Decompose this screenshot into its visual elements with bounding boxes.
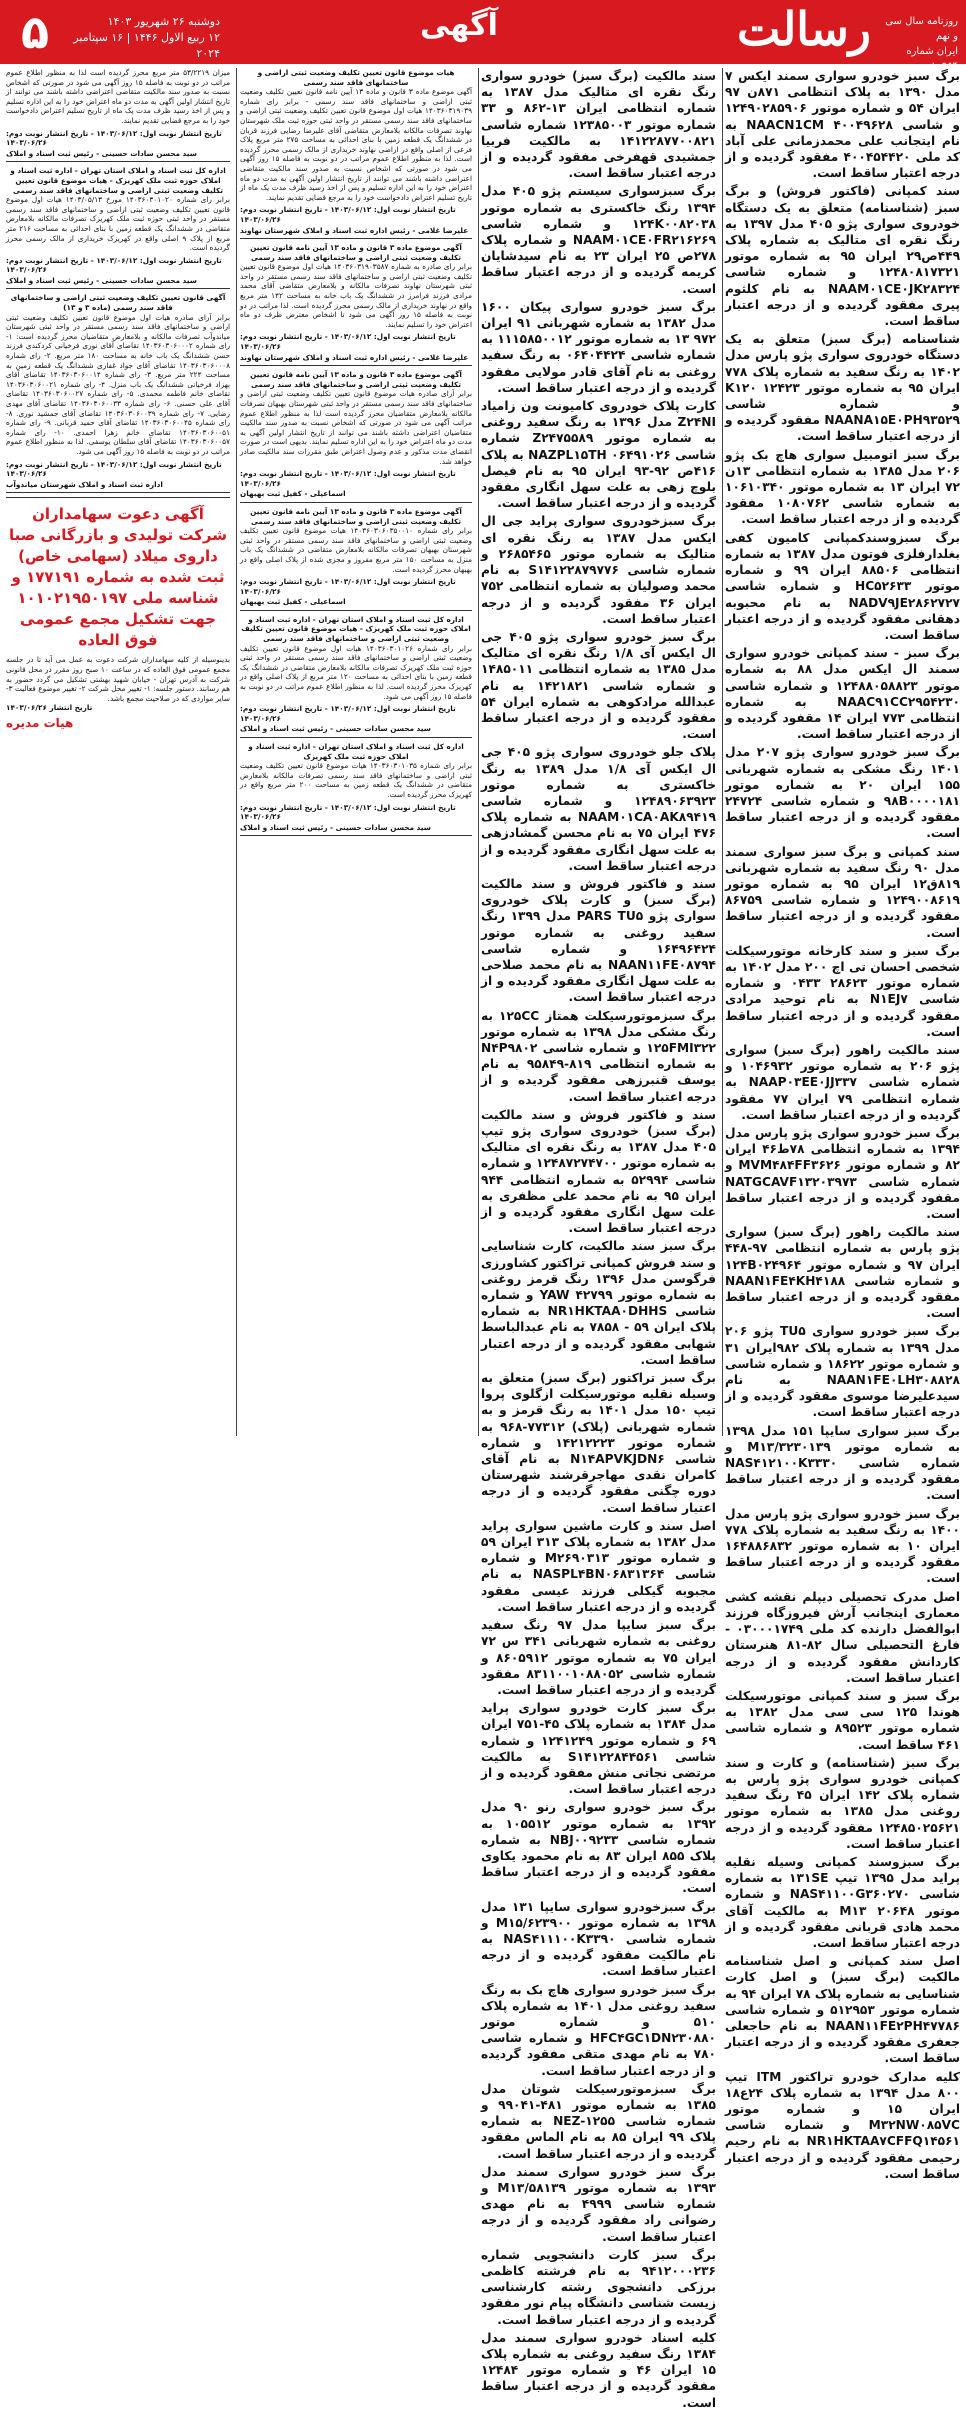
notice-dates: تاریخ انتشار نوبت اول: ۱۴۰۳/۰۶/۱۲ - تاریخ انتشار نوبت دوم: ۱۴۰۳/۰۶/۲۶ xyxy=(6,459,222,479)
notice-title: آگهی قانون تعیین تکلیف وضعیت ثبتی اراضی و ساختمانهای فاقد سند رسمی (ماده ۳ و ۱۳) xyxy=(10,293,226,313)
notice-title: اداره کل ثبت اسناد و املاک استان تهران - اداره ثبت اسناد و املاک حوزه ثبت ملک کهریزک - هیات موضوع قانون تعیین تکلیف وضعیت ثبتی اراضی و ساختمانهای فاقد سند رسمی xyxy=(10,166,226,195)
issue-number: ایران شماره ۱۰۹۵۴ xyxy=(906,46,958,72)
classified-ad: برگ سبزوسندکمپانی کامیون کفی بغلدارفلزی فوتون مدل ۱۳۸۷ به شماره انتظامی ۸۸۵۰۶ ایران ۹۹ و شماره موتور HC۵۲۶۳۳ و شماره شاسی NADV۹JE۲۸۶۲۷۲۷ به نام محبوبه دهقانی مفقود گردیده و از درجه اعتبار ساقط است. xyxy=(725,530,961,642)
notice-body: آگهی موضوع ماده ۳ قانون و ماده ۱۳ آیین نامه قانون تعیین تکلیف وضعیت ثبتی اراضی و ساختمانهای فاقد سند رسمی - برابر رای شماره ۱۴۰۳۶۰۳۱۹۰۳۹ هیات اول موضوع قانون تعیین تکلیف وضعیت ثبتی اراضی و ساختمانهای فاقد سند رسمی مستقر در واحد ثبتی حوزه ثبت ملک شهرستان نهاوند تصرفات مالکانه بلامعارض متقاضی آقای علیرضا رضایی فرزند قربان در ششدانگ یک قطعه زمین با بنای احداثی به مساحت ۲۷۵ متر مربع پلاک فرعی از اصلی واقع در اراضی نهاوند خریداری از مالک رسمی محرز گردیده است. لذا به منظور اطلاع عموم مراتب در دو نوبت به فاصله ۱۵ روز آگهی می شود در صورتی که اشخاص نسبت به صدور سند مالکیت متقاضی اعتراضی داشته باشند می توانند از تاریخ انتشار اولین آگهی به مدت دو ماه اعتراض خود را به این اداره تسلیم و پس از اخذ رسید ظرف مدت یک ماه از تاریخ تسلیم اعتراض دادخواست خود را به مرجع قضایی تقدیم نمایند. xyxy=(240,87,472,202)
classified-ad: برگ سبزموتورسیکلت شوتان مدل ۱۳۸۵ به شماره موتور ۴۸۱-۹۹۰۴۱ و شماره شاسی NEZ-۱۲۵۵ به شماره پلاک ۹۹ ایران ۸۵ به نام الماس مفقود گردیده و از درجه اعتبار ساقط است. xyxy=(481,2081,717,2161)
classified-ad: برگ سبزسواری سیستم پژو ۴۰۵ مدل ۱۳۹۴ رنگ خاکستری به شماره موتور ۱۲۴K۰۰۸۲۰۳۸ و شماره شاسی NAAM۰۱CE۰FR۲۱۶۲۶۹ و شماره پلاک ۲۷۸ص ۲۵ ایران ۲۳ به نام سیدشایان کریمه گردیده و از درجه اعتبار ساقط است. xyxy=(481,184,717,296)
registry-notice xyxy=(240,507,472,607)
section-title: آگهی xyxy=(420,8,498,43)
column-divider xyxy=(722,68,723,1436)
classified-ad: سند و فاکتور فروش و سند مالکیت (برگ سبز) خودروی سواری پژو تیپ ۴۰۵ مدل ۱۳۸۷ به رنگ نقره ای متالیک به شماره موتور ۱۲۴۸۷۲۷۴۷۰۰ و شماره شاسی ۵۲۹۹۴ به شماره انتظامی ۹۴۴ ایران ۹۵ به نام محمد علی مظفری به علت سهل انگاری مفقود گردیده و از درجه اعتبار ساقط است. xyxy=(481,1107,717,1236)
classified-ad: برگ سبزخودروی سواری پراید جی ال ایکس مدل ۱۳۸۷ به رنگ نقره ای متالیک به شماره موتور ۲۶۸۵۴۶۵ و شماره شاسی S۱۴۱۲۲۸۷۹۷۷۶ به نام محمد وصولیان به شماره انتظامی ۷۵۲ ایران ۳۶ مفقود گردیده و از درجه اعتبار ساقط است. xyxy=(481,514,717,626)
issue-year: روزنامه سال سی و نهم xyxy=(885,16,958,42)
notice-signature: اسماعیلی - کفیل ثبت بهبهان xyxy=(240,597,346,607)
divider xyxy=(240,835,472,836)
notice-dates: تاریخ انتشار نوبت اول: ۱۴۰۳/۰۶/۱۲ - تاریخ انتشار نوبت دوم: ۱۴۰۳/۰۶/۲۶ xyxy=(6,128,222,148)
notice-title: آگهی موضوع ماده ۳ قانون و ماده ۱۳ آیین نامه قانون تعیین تکلیف وضعیت ثبتی اراضی و ساختمانهای فاقد سند رسمی xyxy=(250,243,462,262)
classified-ad: سند مالکیت راهور (برگ سبز) سواری پژو پارس به شماره انتظامی ۹۷-۴۴۸ ایران ۹۷ و شماره موتور ۱۲۴B۰۲۴۹۶۴ و شماره شاسی NAAN۱FE۴KH۴۱۸۸ مفقود گردیده و از درجه اعتبار ساقط است. xyxy=(725,1225,960,1321)
registry-notices-column-4 xyxy=(6,68,230,1436)
notice-dates: تاریخ انتشار نوبت اول: ۱۴۰۳/۰۶/۱۲ - تاریخ انتشار نوبت دوم: ۱۴۰۳/۰۶/۲۶ xyxy=(240,577,456,596)
invite-body: بدینوسیله از کلیه سهامداران شرکت دعوت به عمل می آید تا در جلسه مجمع عمومی فوق العاده که در ساعت ۱۰ صبح روز مقرر در محل قانونی شرکت به آدرس تهران - خیابان شهید بهشتی تشکیل می گردد حضور به هم رسانند. دستور جلسه: ۱- تغییر محل شرکت ۲- تغییر موضوع فعالیت ۳- سایر مواردی که در صلاحیت مجمع باشد. xyxy=(6,655,230,703)
date-persian: دوشنبه ۲۶ شهریور ۱۴۰۳ xyxy=(107,15,220,28)
shareholder-invite xyxy=(6,504,230,728)
registry-notice xyxy=(240,243,472,362)
classified-ad: سند مالکیت (برگ سبز) خودرو سواری رنگ نقره ای متالیک مدل ۱۳۸۷ به شماره انتظامی ایران ۱۳-۸۶۲ و ۳۳ شماره موتور ۱۲۳۸۵۰۰۳ شماره شاسی ۱۴۱۲۲۸۷۷۰۰۸۲۱ به مالکیت فربیا جمشیدی قهفرخی مفقود گردیده و از درجه اعتبار ساقط است. xyxy=(481,69,717,181)
classified-ad: برگ سبز خودرو سواری سمند مدل ۱۳۹۳ به شماره موتور M۱۳/۵۸۱۳۹ و شماره شاسی ۴۹۹۹ به نام مهدی رضوانی راد مفقود گردیده و از درجه اعتبار ساقط است. xyxy=(481,2164,716,2244)
divider xyxy=(240,365,472,366)
classified-ad: اصل سند و کارت ماشین سواری پراید مدل ۱۳۸۲ به شماره پلاک ۳۱۳ ایران ۵۹ و شماره موتور M۲۶۹۰۳۱۳ و شماره شاسی NASPL۴BN۰۶۸۳۱۳۶۴ به نام مجبوبه گیکلی فرزند عیسی مفقود گردیده و از درجه اعتبار ساقط است. xyxy=(481,1518,717,1614)
invite-signature: هیات مدیره xyxy=(6,715,74,730)
newspaper-logo: رسالت xyxy=(737,2,871,56)
classified-ad: برگ سبز سند مالکیت، کارت شناسایی و سند فروش کمپانی تراکتور کشاورزی فرگوسن مدل ۱۳۹۶ رنگ قرمز روغنی به شماره موتور YAW ۴۲۷۹۹ و شماره شاسی NR۱HKTAA۰DHHS به شماره پلاک ایران ۵۹ - ۷۸۵۸ به نام عبدالباسط شهابی مفقود گردیده و از درجه اعتبار ساقط است. xyxy=(481,1239,717,1367)
classified-ad: برگ سبز خودرو سواری پژو پارس مدل ۱۳۹۴ به شماره انتظامی ۷۸ط۴۶ ایران ۸۲ و شماره موتور MVM۴۸۴FF۳۶۲۶ و شماره شاسی NATGCAVF۱۳۲۰۳۹۷۳ مقفود گردیده و از درجه اعتبار ساقط است. xyxy=(725,1126,960,1222)
classified-ad: شناسنامه (برگ سبز) متعلق به یک دستگاه خودروی سواری پژو پارس مدل ۱۴۰۲ به رنگ سفید به شماره پلاک ۷۷۸ ایران ۹۵ به شماره موتور ۱۲۴۲۳ K۱۲۰ و شماره شاسی NAANA۱۵E۰PH۹۳۵۲۹ مفقود گردیده و از درجه اعتبار ساقط است. xyxy=(725,332,960,444)
classified-ad: برگ سبز - سند کمپانی خودرو سواری سمند ال ایکس مدل ۸۸ به شماره موتور ۱۲۴۸۸۰۵۸۸۲۳ و شماره شاسی NAAC۹۱CC۲۹۵۴۲۳۰ به شماره انتظامی ۷۷۳ ایران ۱۴ مقفود گردیده و از درجه اعتبار ساقط است. xyxy=(725,646,961,742)
notices-list xyxy=(6,68,230,493)
notice-dates: تاریخ انتشار نوبت اول: ۱۴۰۳/۰۶/۱۲ - تاریخ انتشار نوبت دوم: ۱۴۰۳/۰۶/۲۶ xyxy=(240,332,456,352)
issue-info xyxy=(878,14,958,74)
divider xyxy=(240,502,472,503)
classified-ad: برگ سبز خودرو سواری سمند ایکس ۷ مدل ۱۳۹۰ به پلاک انتظامی ۸۷۱ن ۹۷ ایران ۵۴ و شماره موتور ۱۲۴۹۰۲۸۵۹۰۶ و شاسی ۴۰۰۴۹۶۲۸ NAACN1CM به نام ایتجانب علی محمدزمانی علی آباد کد ملی ۴۰۰۴۵۴۴۲۰ مفقود گردیده و از درجه اعتبار ساقط است. xyxy=(725,69,961,181)
classified-ad: برگ سبز خودرو سواری رنو ۹۰ مدل ۱۳۹۲ به شماره موتور ۱۰۵۵۱۲ به شماره شاسی NBJ۰۰۹۲۳۳ به شماره پلاک ۸۵۵ ایران ۸۳ به نام محمود یکاوی مفقود گردیده و از درجه اعتبار ساقط است. xyxy=(481,1800,717,1896)
registry-notice xyxy=(240,742,472,832)
notice-dates: تاریخ انتشار نوبت اول: ۱۴۰۳/۰۶/۱۲ - تاریخ انتشار نوبت دوم: ۱۴۰۳/۰۶/۲۶ xyxy=(240,469,456,488)
classified-ad: سند کمپانی (فاکتور فروش) و برگ سبز (شناسنامه) متعلق به یک دستگاه خودروی سواری پژو ۴۰۵ مدل ۱۳۹۷ به رنگ نقره ای متالیک به شماره پلاک ۴۴۹ص۲۹ ایران ۹۵ به شماره موتور ۱۲۴۸۰۸۱۷۳۲۱ و شماره شاسی NAAM۰۱CE۰JK۲۸۳۲۴ به نام کلثوم پیری مفقود گردیده و از درجه اعتبار ساقط است. xyxy=(725,184,961,329)
notice-body: برابر آرای صادره هیات موضوع قانون تعیین تکلیف وضعیت ثبتی اراضی و ساختمانهای فاقد سند رسمی مستقر در واحد ثبتی شهرستان بهبهان تصرفات مالکانه بلامعارض متقاضیان محرز گردیده است لذا به منظور اطلاع عموم مراتب آگهی می شود در صورتی که اشخاص نسبت به صدور سند مالکیت متقاضیان اعتراضی داشته باشند می توانند از تاریخ انتشار اولین آگهی به مدت دو ماه اعتراض خود را به این اداره تسلیم نمایند. بدیهی است در صورت انقضای مدت مذکور و عدم وصول اعتراض طبق مقررات سند مالکیت صادر خواهد شد. xyxy=(240,389,472,466)
classified-ad: برگ سبز خودرو سواری پژو پارس مدل ۱۴۰۰ به رنگ سفید به شماره پلاک ۷۷۸ ایران ۱۰ به شماره موتور ۱۶۴۸۸۶۸۳۲ مفقود گردیده و از درجه اعتبار ساقط است. xyxy=(725,1506,960,1586)
invite-date: تاریخ انتشار ۱۴۰۳/۰۶/۲۶ xyxy=(6,703,93,713)
notice-title: آگهی موضوع ماده ۳ قانون و ماده ۱۳ آیین نامه قانون تعیین تکلیف وضعیت ثبتی اراضی و ساختمانهای فاقد سند رسمی xyxy=(250,506,462,526)
classified-ad: پلاک جلو خودروی سواری پژو ۴۰۵ جی ال ایکس آی ۱/۸ مدل ۱۳۸۹ به رنگ خاکستری به شماره موتور ۱۲۴۸۹۰۶۳۹۲۳ و شماره شاسی NAAM۰۱CA۰AK۸۹۴۱۹ به شماره پلاک ۴۷۶ ایران ۷۵ به نام محسن گمشادزهی به علت سهل انگاری مفقود گردیده و از درجه اعتبار ساقط است. xyxy=(481,745,717,873)
classified-ad: برگ سبزوسند کمپانی وسیله نقلیه پراید مدل ۱۳۹۵ تیپ ۱۳۱SE به شماره شاسی NAS۴۱۱۰۰G۳۶۰۲۷۰ و شماره موتور ۲۰۶۴۸ M۱۳ به مالکیت آقای محمد هادی قربانی مفقود گردیده و از درجه اعتبار ساقط است. xyxy=(725,1854,960,1950)
classified-ad: برگ سبز خودرو سواری هاچ بک به رنگ سفید روغنی مدل ۱۴۰۱ به شماره پلاک ۵۱۰ و شماره موتور HFC۴GC۱DN۲۳۰۸۸۰ و شماره شاسی ۷۸۰ به نام مهدی متقی مفقود گردیده و از درجه اعتبار ساقط است. xyxy=(481,1982,717,2078)
classified-ad: برگ سبز خودرو سواری پیکان ۱۶۰۰ مدل ۱۳۸۲ به شماره شهربانی ۹۱ ایران ۹۷۲ ۱۳ به شماره موتور ۱۱۱۵۸۵۰۰۱۲ به شماره شاسی ۰۶۴۰۴۴۲۴ به رنگ سفید روغنی به نام آقای قادر مولایی مفقود گردیده و از درجه اعتبار ساقط است. xyxy=(481,299,716,395)
classified-ad: کلیه اسناد خودرو سواری سمند مدل ۱۳۸۴ رنگ سفید روغنی به شماره پلاک ۱۵ ایران ۴۶ و شماره موتور ۱۲۴۸۴ مفقود گردیده و از درجه اعتبار ساقط است. xyxy=(481,2330,716,2410)
notice-body: میزان ۵۳/۲۲۱۹ متر مربع محرز گردیده است لذا به منظور اطلاع عموم مراتب در دو نوبت به فاصله ۱۵ روز آگهی می شود در صورتی که اشخاص نسبت به صدور سند مالکیت متقاضی اعتراضی داشته باشند می توانند از تاریخ انتشار اولین آگهی به مدت دو ماه اعتراض خود را به این اداره تسلیم و پس از اخذ رسید ظرف مدت یک ماه از تاریخ تسلیم اعتراض دادخواست خود را به مرجع قضایی تقدیم نمایند. xyxy=(6,68,231,125)
masthead xyxy=(0,0,966,72)
classified-ad: کارت پلاک خودروی کامیونت ون زامیاد Z۲۴NI مدل ۱۳۹۶ به رنگ سفید روغنی به شماره موتور Z۲۴۷۵۵۸۹ شماره شاسی ۰۶۴۹۱۰۲۶ NAZPL۱۵TH به پلاک ۴۱۶ص ۹۲-۹۳ ایران ۹۵ به نام فیصل بلوچ زهی به علت سهل انگاری مفقود گردیده و از درجه اعتبار ساقط است. xyxy=(481,399,717,511)
classified-ad: برگ سبز کارت خودرو سواری پراید مدل ۱۳۸۴ به شماره پلاک ۴۵-۷۵۱ ایران ۶۹ و شماره موتور ۱۲۴۱۲۴۹ و شماره شاسی S۱۴۱۲۲۸۴۴۵۶۱ به مالکیت مرتضی نجاتی منش مفقود گردیده و از درجه اعتبار ساقط است. xyxy=(481,1701,717,1797)
classified-ad: اصل سند کمپانی و اصل شناسنامه مالکیت (برگ سبز) و اصل کارت شناسایی به شماره پلاک ۷۸ ایران ۹۴ به شماره موتور ۵۱۲۹۵۳ و شماره شاسی NAAN۱۱FE۲PH۴۷۷۸۶ به نام حاجعلی جعفری مفقود گردیده و از درجه اعتبار ساقط است. xyxy=(725,1954,960,2066)
registry-notice xyxy=(240,615,472,734)
classified-ad: برگ سبز خودرو سواری TU۵ پژو ۲۰۶ مدل ۱۳۹۹ به شماره پلاک ۹۸۲ایران ۳۱ و شماره موتور ۱۸۶۲۲ و شماره شاسی NAAN۱FE۰LH۳۰۸۸۲۸ به نام سیدعلیرضا موسوی مفقود گردیده و از درجه اعتبار ساقط است. xyxy=(725,1324,960,1420)
classified-ad: برگ سبز سایپا مدل ۹۷ رنگ سفید روغنی به شماره شهربانی ۳۴۱ س ۷۲ ایران ۷۵ به شماره موتور ۸۶۰۵۹۱۲ و شماره شاسی ۸۳۱۱۰۰۱۰۸۸۰۵۲ مفقود گردیده و از درجه اعتبار ساقط است. xyxy=(481,1618,716,1697)
page-number: ۵ xyxy=(20,5,50,59)
column-divider xyxy=(236,68,237,1436)
notice-signature: اسماعیلی - کفیل ثبت بهبهان xyxy=(240,489,346,499)
notice-body: برابر آرای صادره هیات اول موضوع قانون تعیین تکلیف وضعیت ثبتی اراضی و ساختمانهای فاقد سند رسمی مستقر در واحد ثبتی شهرستان میاندوآب تصرفات مالکانه و بلامعارض متقاضیان محرز گردیده است: ۱- رای شماره ۱۴۰۳۶۰۳۰۶۰۰۰۲ تقاضای آقای نوری فرخیانی کردکندی فرزند حسن ششدانگ یک باب خانه به مساحت ۱۸۰ متر مربع. ۲- رای شماره ۱۴۰۳۶۰۳۰۶۰۰۰۸ تقاضای آقای جواد غفاری ششدانگ یک قطعه زمین به مساحت ۲۲۴ متر مربع. ۳- رای شماره ۱۴۰۳۶۰۳۰۶۰۰۱۴ تقاضای آقای بهزاد فرخیانی ششدانگ یک باب منزل. ۴- رای شماره ۱۴۰۳۶۰۳۰۶۰۰۲۱ تقاضای خانم فاطمه محمدی. ۵- رای شماره ۱۴۰۳۶۰۳۰۶۰۰۲۷ تقاضای آقای علی حسنی. ۶- رای شماره ۱۴۰۳۶۰۳۰۶۰۰۳۳ تقاضای آقای مهدی رضایی. ۷- رای شماره ۱۴۰۳۶۰۳۰۶۰۰۳۹ تقاضای آقای جمشید نوری. ۸- رای شماره ۱۴۰۳۶۰۳۰۶۰۰۴۵ تقاضای آقای حمید قربانی. ۹- رای شماره ۱۴۰۳۶۰۳۰۶۰۰۵۱ تقاضای خانم زهرا احمدی. ۱۰- رای شماره ۱۴۰۳۶۰۳۰۶۰۰۵۷ تقاضای آقای سلطان یوسفی. لذا به منظور اطلاع عموم مراتب در دو نوبت به فاصله ۱۵ روز آگهی می شود. xyxy=(6,312,231,456)
classified-column-1 xyxy=(725,68,961,2181)
classified-ad: برگ سبزخودرو سواری سایپا ۱۳۱ مدل ۱۳۹۸ به شماره موتور M۱۵/۶۲۳۹۰۰ و شماره شاسی NAS۴۱۱۱۰۰K۳۳۹۰ به نام مالکیت مفقود گردیده و از درجه اعتبار ساقط است. xyxy=(481,1899,716,1979)
classified-ad: برگ سبز خودرو سواری پژو ۴۰۵ جی ال ایکس آی ۱/۸ رنگ نقره ای متالیک مدل ۱۳۸۵ به شماره انتظامی ۱۴۸۵۰۱۱ و شماره شاسی ۱۴۲۱۸۲۱ به نام عبدالله مرادکوهی به شماره ایران ۵۴ مفقود گردیده و از درجه اعتبار ساقط است. xyxy=(481,629,717,742)
notice-body: برابر رای صادره به شماره ۱۴۰۳۶۰۳۱۹۰۳۵۸۷ هیات اول موضوع قانون تعیین تکلیف وضعیت ثبتی اراضی و ساختمانهای فاقد سند رسمی مستقر در واحد ثبتی شهرستان نهاوند تصرفات مالکانه و بلامعارض متقاضی آقای محمد مرادی فرزند فرامرز در ششدانگ یک باب خانه به مساحت ۱۴۲ متر مربع واقع در نهاوند خریداری از مالک رسمی محرز گردیده است. لذا مراتب در دو نوبت به فاصله ۱۵ روز آگهی می شود تا اشخاص معترض ظرف دو ماه اعتراض خود را تسلیم نمایند. xyxy=(240,262,472,329)
classified-ad: سند و فاکتور فروش و سند مالکیت (برگ سبز) و کارت پلاک خودروی سواری پژو PARS TU۵ مدل ۱۳۹۹ رنگ سفید روغنی به شماره موتور ۱۶۴۹۶۴۲۴ و شماره شاسی NAAN۱۱FE۰۸۷۹۴ به نام محمد صلاحی به علت سهل انگاری مفقود گردیده و از درجه اعتبار ساقط است. xyxy=(481,876,716,1005)
notice-title: آگهی موضوع ماده ۳ قانون و ماده ۱۳ آیین نامه قانون تعیین تکلیف وضعیت ثبتی اراضی و ساختمانهای فاقد سند رسمی xyxy=(250,370,462,389)
notice-signature: علیرضا غلامی - رئیس اداره ثبت اسناد و املاک شهرستان نهاوند xyxy=(240,225,469,235)
notice-signature: سید محسن سادات حسینی - رئیس ثبت اسناد و املاک xyxy=(6,148,197,158)
classified-ad: برگ سبز (شناسنامه) و کارت و سند کمپانی خودرو سواری پژو پارس به شماره پلاک ۱۴۲ ایران ۴۵ رنگ سفید روغنی مدل ۱۳۸۵ به شماره موتور ۱۲۴۸۵۰۲۵۶۲۱ مفقود گردیده و از درجه اعتبار ساقط است. xyxy=(725,1755,961,1851)
classified-ad: برگ سبزموتورسیکلت همتاز ۱۲۵CC به رنگ مشکی مدل ۱۳۹۸ به شماره موتور ۱۲۵FMI۳۲۲ و شماره شاسی N۴P۹۸۰۲ به شماره انتظامی ۸۱۹-۹۵۸۴۹ به نام یوسف قنبرزهی مفقود گردیده و از درجه اعتبار ساقط است. xyxy=(481,1008,716,1104)
registry-notice xyxy=(6,293,230,489)
notice-title: اداره کل ثبت اسناد و املاک استان تهران - اداره ثبت اسناد و املاک حوزه ثبت ملک کهریزک xyxy=(248,742,464,761)
classified-ad: برگ سبز اتومبیل سواری هاچ بک پژو ۲۰۶ مدل ۱۳۸۵ به شماره انتظامی ۱۳ن ۷۲ ایران ۱۳ به شماره موتور ۱۰۶۱۰۳۴۰ به شماره شاسی ۱۰۸۰۷۶۲ مفقود گردیده و از درجه اعتبار ساقط است. xyxy=(725,447,960,527)
notice-signature: سید محسن سادات حسینی - رئیس ثبت اسناد و املاک xyxy=(240,822,431,832)
invite-title: آگهی دعوت سهامداران شرکت تولیدی و بازرگانی صبا داروی میلاد (سهامی خاص) ثبت شده به شماره ۱۷۷۱۹۱ و شناسه ملی ۱۰۱۰۲۱۹۵۰۱۹۷ جهت تشکیل مجمع عمومی فوق العاده xyxy=(8,505,228,650)
classified-ad: برگ سبز خودرو سواری پژو ۲۰۷ مدل ۱۴۰۱ رنگ مشکی به شماره شهربانی ۱۵۵ ایران ۲۰ به شماره موتور ۹۸B۰۰۰۰۱۸۱ و شماره شاسی ۲۴۷۲۴ مفقود گردیده و از درجه اعتبار ساقط است. xyxy=(725,745,960,841)
notice-dates: تاریخ انتشار نوبت اول: ۱۴۰۳/۰۶/۱۲ - تاریخ انتشار نوبت دوم: ۱۴۰۳/۰۶/۲۶ xyxy=(240,802,456,822)
notice-signature: علیرضا غلامی - رئیس اداره ثبت اسناد و املاک شهرستان نهاوند xyxy=(240,352,469,362)
notice-dates: تاریخ انتشار نوبت اول: ۱۴۰۳/۰۶/۱۲ - تاریخ انتشار نوبت دوم: ۱۴۰۳/۰۶/۲۶ xyxy=(240,704,456,723)
classified-column-2 xyxy=(481,68,717,2410)
classified-ad: سند کمپانی و برگ سبز سواری سمند مدل ۹۰ رنگ سفید به شماره شهربانی ۸۱۹ق۱۲ ایران ۹۵ به شماره موتور ۱۲۴۹۰۰۸۶۱۹ و شماره شاسی ۸۶۷۵۹ مفقود گردیده و از درجه اعتبار ساقط است. xyxy=(725,844,961,940)
column-divider xyxy=(478,68,479,1436)
page-columns xyxy=(0,68,966,2410)
notice-title: اداره کل ثبت اسناد و املاک استان تهران - اداره ثبت اسناد و املاک حوزه ثبت ملک کهریزک - هیات موضوع قانون تعیین تکلیف وضعیت ثبتی اراضی و ساختمانهای فاقد سند رسمی xyxy=(241,614,471,644)
notice-body: برابر رای شماره ۱۴۰۳۶۰۳۰۱۰۳۵ هیات موضوع قانون تعیین تکلیف وضعیت ثبتی اراضی و ساختمانهای فاقد سند رسمی تصرفات مالکانه بلامعارض متقاضی در ششدانگ یک قطعه زمین به مساحت ۲۰۰ متر مربع واقع در کهریزک محرز گردیده است. xyxy=(240,761,473,799)
notice-body: برابر رای شماره ۱۴۰۳۶۰۳۰۱۰۲۶ هیات اول موضوع قانون تعیین تکلیف وضعیت ثبتی اراضی و ساختمانهای فاقد سند رسمی مستقر در واحد ثبتی حوزه ثبت ملک کهریزک تصرفات مالکانه بلامعارض متقاضی در ششدانگ یک قطعه زمین با بنای احداثی به مساحت ۱۲۰ متر مربع از پلاک اصلی واقع در کهریزک محرز گردیده است. لذا به منظور اطلاع عموم مراتب در دو نوبت به فاصله ۱۵ روز آگهی می شود. xyxy=(240,643,473,701)
registry-notices-column-3 xyxy=(240,68,472,1436)
notice-dates: تاریخ انتشار نوبت اول: ۱۴۰۳/۰۶/۱۲ - تاریخ انتشار نوبت دوم: ۱۴۰۳/۰۶/۲۶ xyxy=(6,255,222,275)
divider xyxy=(6,497,230,498)
notice-body: برابر رای شماره ۱۴۰۳۶۰۳۰۶۰۳۵۰۰۱۰ هیات موضوع قانون تعیین تکلیف وضعیت ثبتی اراضی و ساختمانهای فاقد سند رسمی مستقر در واحد ثبتی شهرستان بهبهان تصرفات مالکانه بلامعارض متقاضی در ششدانگ یک باب منزل به مساحت ۱۵۰ متر مربع مفروز و مجزی شده از پلاک اصلی واقع در بهبهان محرز گردیده است. xyxy=(240,526,472,574)
notice-body: برابر رای شماره ۱۴۰۳۶۰۳۰۱۰۲۰ مورخ ۱۴۰۳/۰۵/۱۳ هیات اول موضوع قانون تعیین تکلیف وضعیت ثبتی اراضی و ساختمانهای فاقد سند رسمی مستقر در واحد ثبتی حوزه ثبت ملک کهریزک تصرفات مالکانه بلامعارض متقاضی در ششدانگ یک قطعه زمین با بنای احداثی به مساحت ۲۱۶ متر مربع از پلاک ۹ اصلی واقع در کهریزک خریداری از مالک رسمی محرز گردیده است. xyxy=(6,195,231,253)
divider xyxy=(240,610,472,611)
divider xyxy=(240,238,472,239)
registry-notice xyxy=(6,166,230,285)
divider xyxy=(6,288,230,289)
classified-ad: برگ سبز و سند کمپانی موتورسیکلت هوندا ۱۲۵ سی سی مدل ۱۳۸۲ به شماره موتور ۸۹۵۲۳ و شماره شاسی ۴۶۱ ساقط است. xyxy=(725,1688,961,1752)
classified-ad: برگ سبز تراکتور (برگ سبز) متعلق به وسیله نقلیه موتورسیکلت ازگلوی پروا تیپ ۱۵۰ مدل ۱۴۰۱ به رنگ قرمز و به شماره شهربانی (پلاک) ۷۷۳۱۲-۹۶۸ به شماره موتور ۱۴۲۱۲۲۲۳ و شماره شاسی N۱۴APVKJDN۶ به نام آقای کامران نقدی مهاجرقرشند شهرستان دوره چگنی مفقود گردیده و از درجه اعتبار ساقط است. xyxy=(481,1371,716,1515)
registry-notice xyxy=(240,370,472,499)
classified-ad: اصل مدرک تحصیلی دیپلم نقشه کشی معماری اینجانب آرش فیروزگاه فرزند ابوالفضل دارنده کد ملی ۰۳۰۰۰۱۷۴۹ - فارغ التحصیلی سال ۸۲-۸۱ هنرستان کاردانش مفقود گردیده و از درجه اعتبار ساقط است. xyxy=(725,1589,960,1685)
notice-title: هیات موضوع قانون تعیین تکلیف وضعیت ثبتی اراضی و ساختمانهای فاقد سند رسمی xyxy=(257,68,455,87)
notice-signature: سید محسن سادات حسینی - رئیس ثبت اسناد و املاک xyxy=(6,275,197,285)
divider xyxy=(240,737,472,738)
classified-ad: کلیه مدارک خودرو تراکتور ITM تیپ ۸۰۰ مدل ۱۳۹۴ به شماره پلاک ۲۴ع۱۸ ایران ۱۵ و شماره موتور M۳۲NW۰۸۵VC و شماره شاسی NR۱HKTAA۷CFFQ۱۴۵۶۱ به نام رحیم رحیمی مفقود گردیده و از درجه اعتبار ساقط است. xyxy=(725,2069,960,2181)
classified-ad: برگ سبز سواری سایپا ۱۵۱ مدل ۱۳۹۸ به شماره موتور M۱۳/۳۲۳۰۱۳۹ و شماره شاسی NAS۴۱۲۱۰۰K۳۳۳۰ مفقود گردیده و از درجه اعتبار ساقط است. xyxy=(725,1423,960,1503)
notice-dates: تاریخ انتشار نوبت اول: ۱۴۰۳/۰۶/۱۲ - تاریخ انتشار نوبت دوم: ۱۴۰۳/۰۶/۲۶ xyxy=(240,205,456,224)
notice-signature: اداره ثبت اسناد و املاک شهرستان میاندوآب xyxy=(6,479,163,489)
registry-notice xyxy=(6,68,230,158)
registry-notice xyxy=(240,68,472,235)
classified-ad: سند مالکیت راهور (برگ سبز) سواری پژو ۲۰۶ به شماره موتور ۱۰۴۶۹۳۲ و شماره شاسی NAAP۰۳EE۰JJ۳۳۷ به شماره انتظامی ۷۹ ایران ۷۷ مفقود گردیده و از درجه اعتبار ساقط است. xyxy=(725,1042,961,1122)
classified-ad: برگ سبز کارت دانشجویی شماره ۹۴۱۲۰۰۰۲۳۶ به نام فرشته کاظمی برزکی دانشجوی رشته کارشناسی زیست شناسی دانشگاه پیام نور مفقود گردیده و از درجه اعتبار ساقط است. xyxy=(481,2247,716,2327)
date-other: ۱۲ ربیع الاول ۱۴۴۶ | ۱۶ سپتامبر ۲۰۲۴ xyxy=(73,31,220,60)
divider xyxy=(6,492,230,493)
divider xyxy=(6,161,230,162)
issue-dates xyxy=(70,14,220,62)
notice-signature: سید محسن سادات حسینی - رئیس ثبت اسناد و املاک xyxy=(240,724,431,734)
classified-ad: برگ سبز و سند کارخانه موتورسیکلت شخصی احسان تی اچ ۲۰۰ مدل ۱۴۰۲ به شماره موتور ۲۸۶۲۳ ۰۴۳۳ و شماره شاسی N۱EJ۷ به نام توحید مرادی مفقود گردیده و از درجه اعتبار ساقط است. xyxy=(725,943,960,1039)
